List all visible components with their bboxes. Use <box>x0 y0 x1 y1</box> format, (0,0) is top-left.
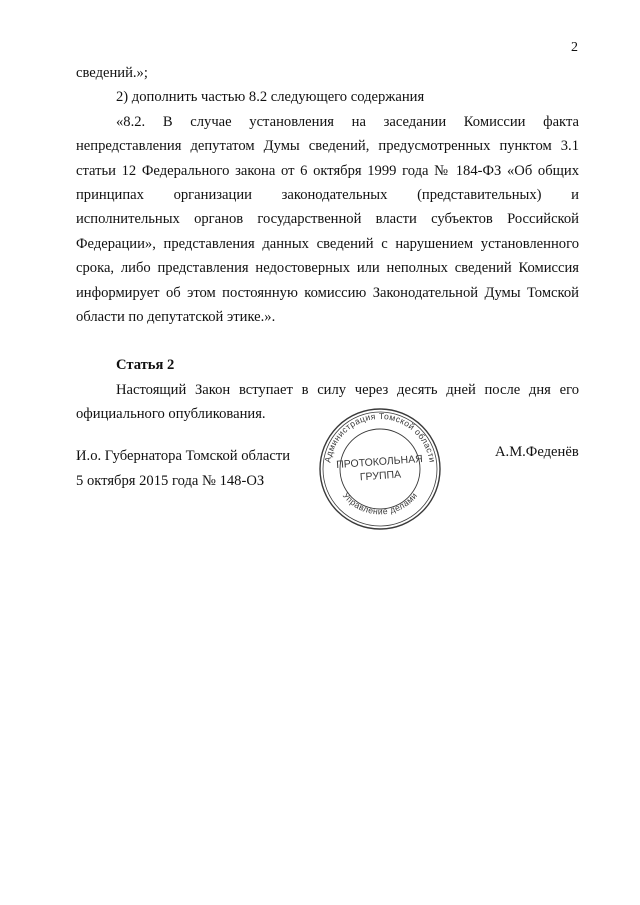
article-heading: Статья 2 <box>116 357 175 374</box>
page-number: 2 <box>571 40 578 55</box>
signatory-name: А.М.Феденёв <box>495 444 579 460</box>
law-date-number: 5 октября 2015 года № 148-ОЗ <box>76 473 265 489</box>
stamp-bottom-text: Управление делами <box>340 490 420 517</box>
stamp-center-line-2: ГРУППА <box>359 468 402 484</box>
stamp-center-line-1: ПРОТОКОЛЬНАЯ <box>335 453 424 472</box>
stamp-outer-text: Администрация Томской области <box>322 410 438 464</box>
paragraph-section-8-2: «8.2. В случае установления на заседании Комиссии факта непредставления депутатом Думы сведений, предусмотренных пунктом 3.1 статьи 12 Федерального закона от 6 октября 1999 года № 184-ФЗ «Об общих принципах организации законодательных (представительных) и исполнительных органов государственной власти субъектов Российской Федерации», представления данных сведений с нарушением установленного срока, либо представления недостоверных или неполных сведений Комиссия информирует об этом постоянную комиссию Законодательной Думы Томской области по депутатской этике.». <box>76 113 579 326</box>
paragraph-amendment-item: 2) дополнить частью 8.2 следующего содержания <box>116 89 425 106</box>
signature-block <box>76 444 290 494</box>
document-body <box>76 61 579 427</box>
signatory-position: И.о. Губернатора Томской области <box>76 448 291 464</box>
official-stamp <box>318 407 442 531</box>
paragraph-continuation: сведений.»; <box>76 65 148 81</box>
paragraph-entry-into-force: Настоящий Закон вступает в силу через десять дней после дня его официального опубликования. <box>76 381 579 423</box>
